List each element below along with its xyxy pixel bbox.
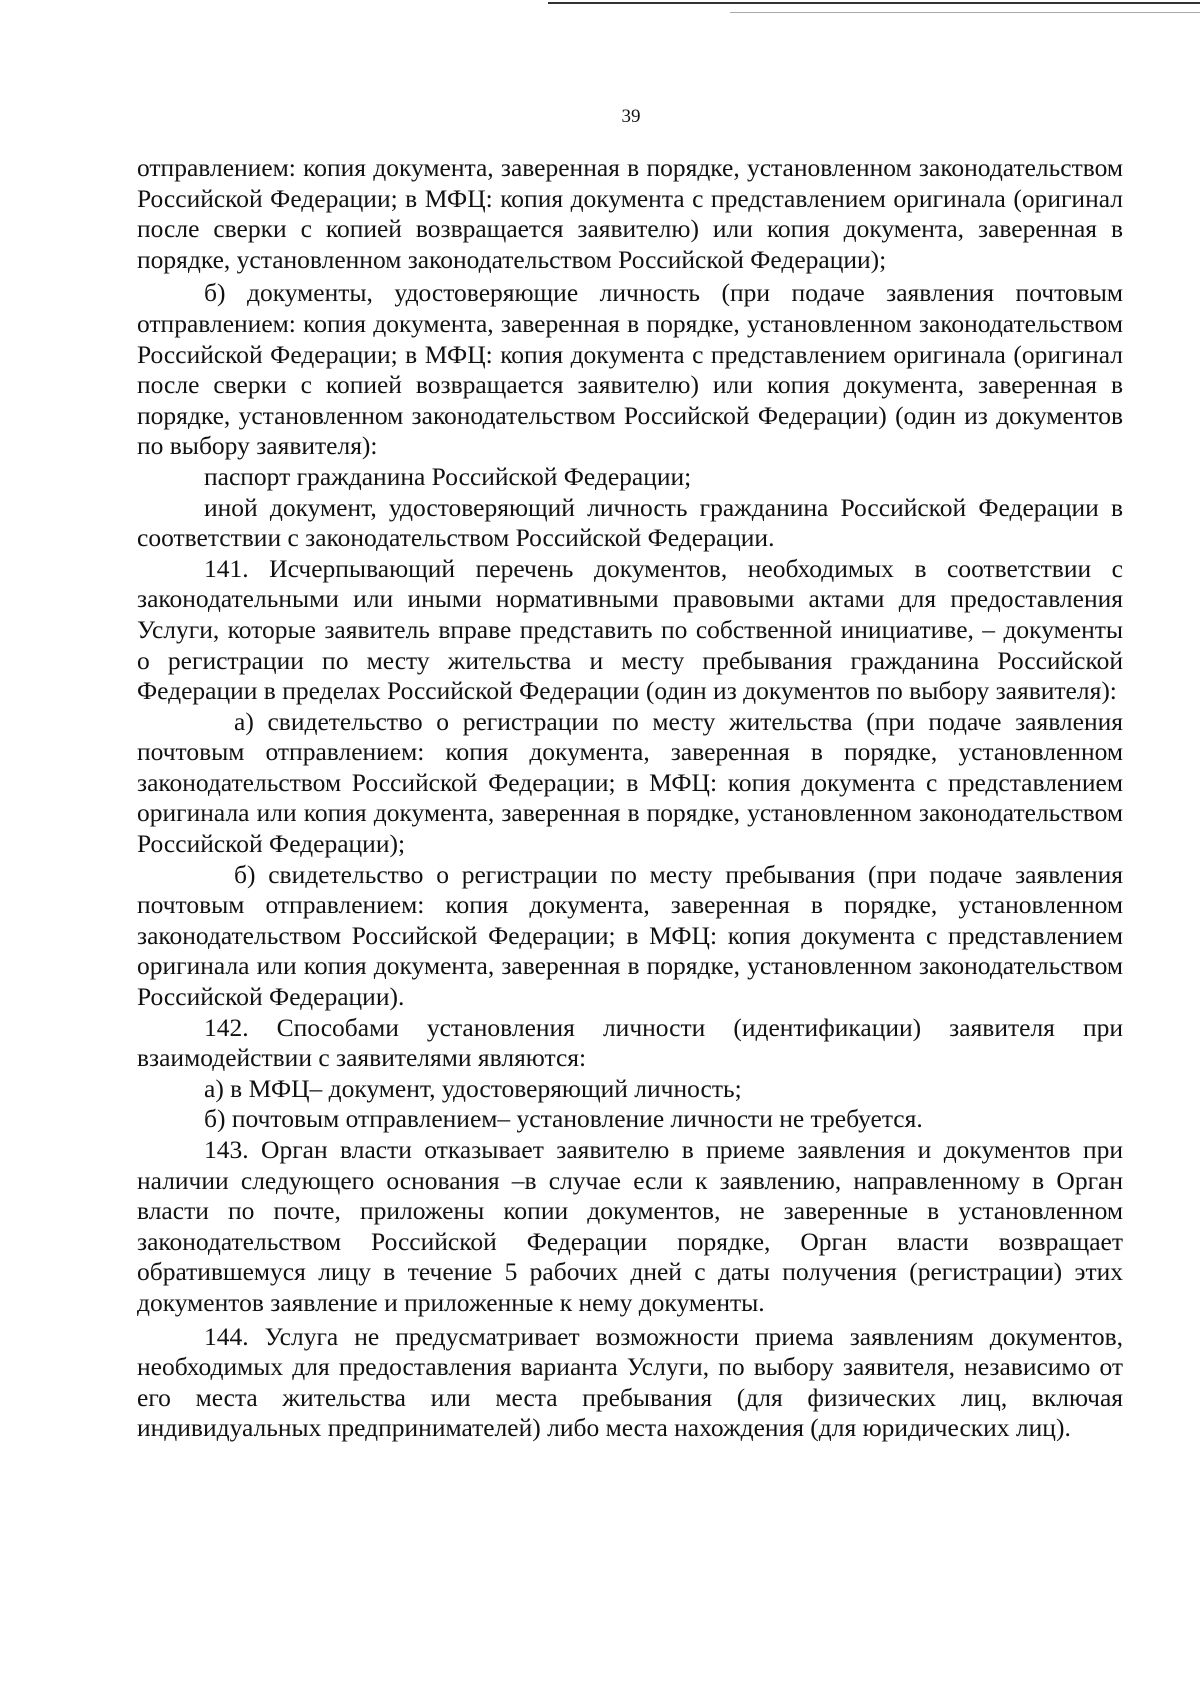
paragraph-144: 144. Услуга не предусматривает возможности приема заявлениям документов, необходимых для предоставления варианта Услуги, по выбору заявителя, независимо от его места жительства или места пребывания (для физических лиц, включая индивидуальных предпринимателей) либо места нахождения (для юридических лиц). [137, 1321, 1123, 1443]
paragraph-141-a: а) свидетельство о регистрации по месту жительства (при подаче заявления почтовым отправлением: копия документа, заверенная в порядке, установленном законодательством Российской Федерации; в МФЦ: копия документа с представлением оригинала или копия документа, заверенная в порядке, установленном законодательством Российской Федерации); [137, 706, 1123, 859]
list-item-passport: паспорт гражданина Российской Федерации; [204, 461, 692, 491]
paragraph-142-b: б) почтовым отправлением– установление личности не требуется. [204, 1104, 923, 1134]
page-number: 39 [621, 106, 641, 127]
paragraph-b-identity-documents: б) документы, удостоверяющие личность (при подаче заявления почтовым отправлением: копия документа, заверенная в порядке, установленном законодательством Российской Федерации; в МФЦ: копия документа с представлением оригинала (оригинал после сверки с копией возвращается заявителю) или копия документа, заверенная в порядке, установленном законодательством Российской Федерации) (один из документов по выбору заявителя): [137, 278, 1123, 461]
list-item-other-document: иной документ, удостоверяющий личность гражданина Российской Федерации в соответствии с законодательством Российской Федерации. [137, 492, 1123, 553]
top-edge-line-faint [730, 12, 1200, 13]
paragraph-141-b: б) свидетельство о регистрации по месту пребывания (при подаче заявления почтовым отправлением: копия документа, заверенная в порядке, установленном законодательством Российской Федерации; в МФЦ: копия документа с представлением оригинала или копия документа, заверенная в порядке, установленном законодательством Российской Федерации). [137, 859, 1123, 1012]
paragraph-142: 142. Способами установления личности (идентификации) заявителя при взаимодействии с заявителями являются: [137, 1012, 1123, 1073]
document-body [137, 153, 1123, 1444]
paragraph-141: 141. Исчерпывающий перечень документов, необходимых в соответствии с законодательными или иными нормативными правовыми актами для предоставления Услуги, которые заявитель вправе представить по собственной инициативе, – документы о регистрации по месту жительства и месту пребывания гражданина Российской Федерации в пределах Российской Федерации (один из документов по выбору заявителя): [137, 553, 1123, 706]
paragraph-142-a: а) в МФЦ– документ, удостоверяющий личность; [204, 1073, 742, 1103]
paragraph-continuation: отправлением: копия документа, заверенная в порядке, установленном законодательством Российской Федерации; в МФЦ: копия документа с представлением оригинала (оригинал после сверки с копией возвращается заявителю) или копия документа, заверенная в порядке, установленном законодательством Российской Федерации); [137, 153, 1123, 274]
paragraph-143: 143. Орган власти отказывает заявителю в приеме заявления и документов при наличии следующего основания –в случае если к заявлению, направленному в Орган власти по почте, приложены копии документов, не заверенные в установленном законодательством Российской Федерации порядке, Орган власти возвращает обратившемуся лицу в течение 5 рабочих дней с даты получения (регистрации) этих документов заявление и приложенные к нему документы. [137, 1135, 1123, 1317]
top-edge-line [548, 2, 1200, 4]
